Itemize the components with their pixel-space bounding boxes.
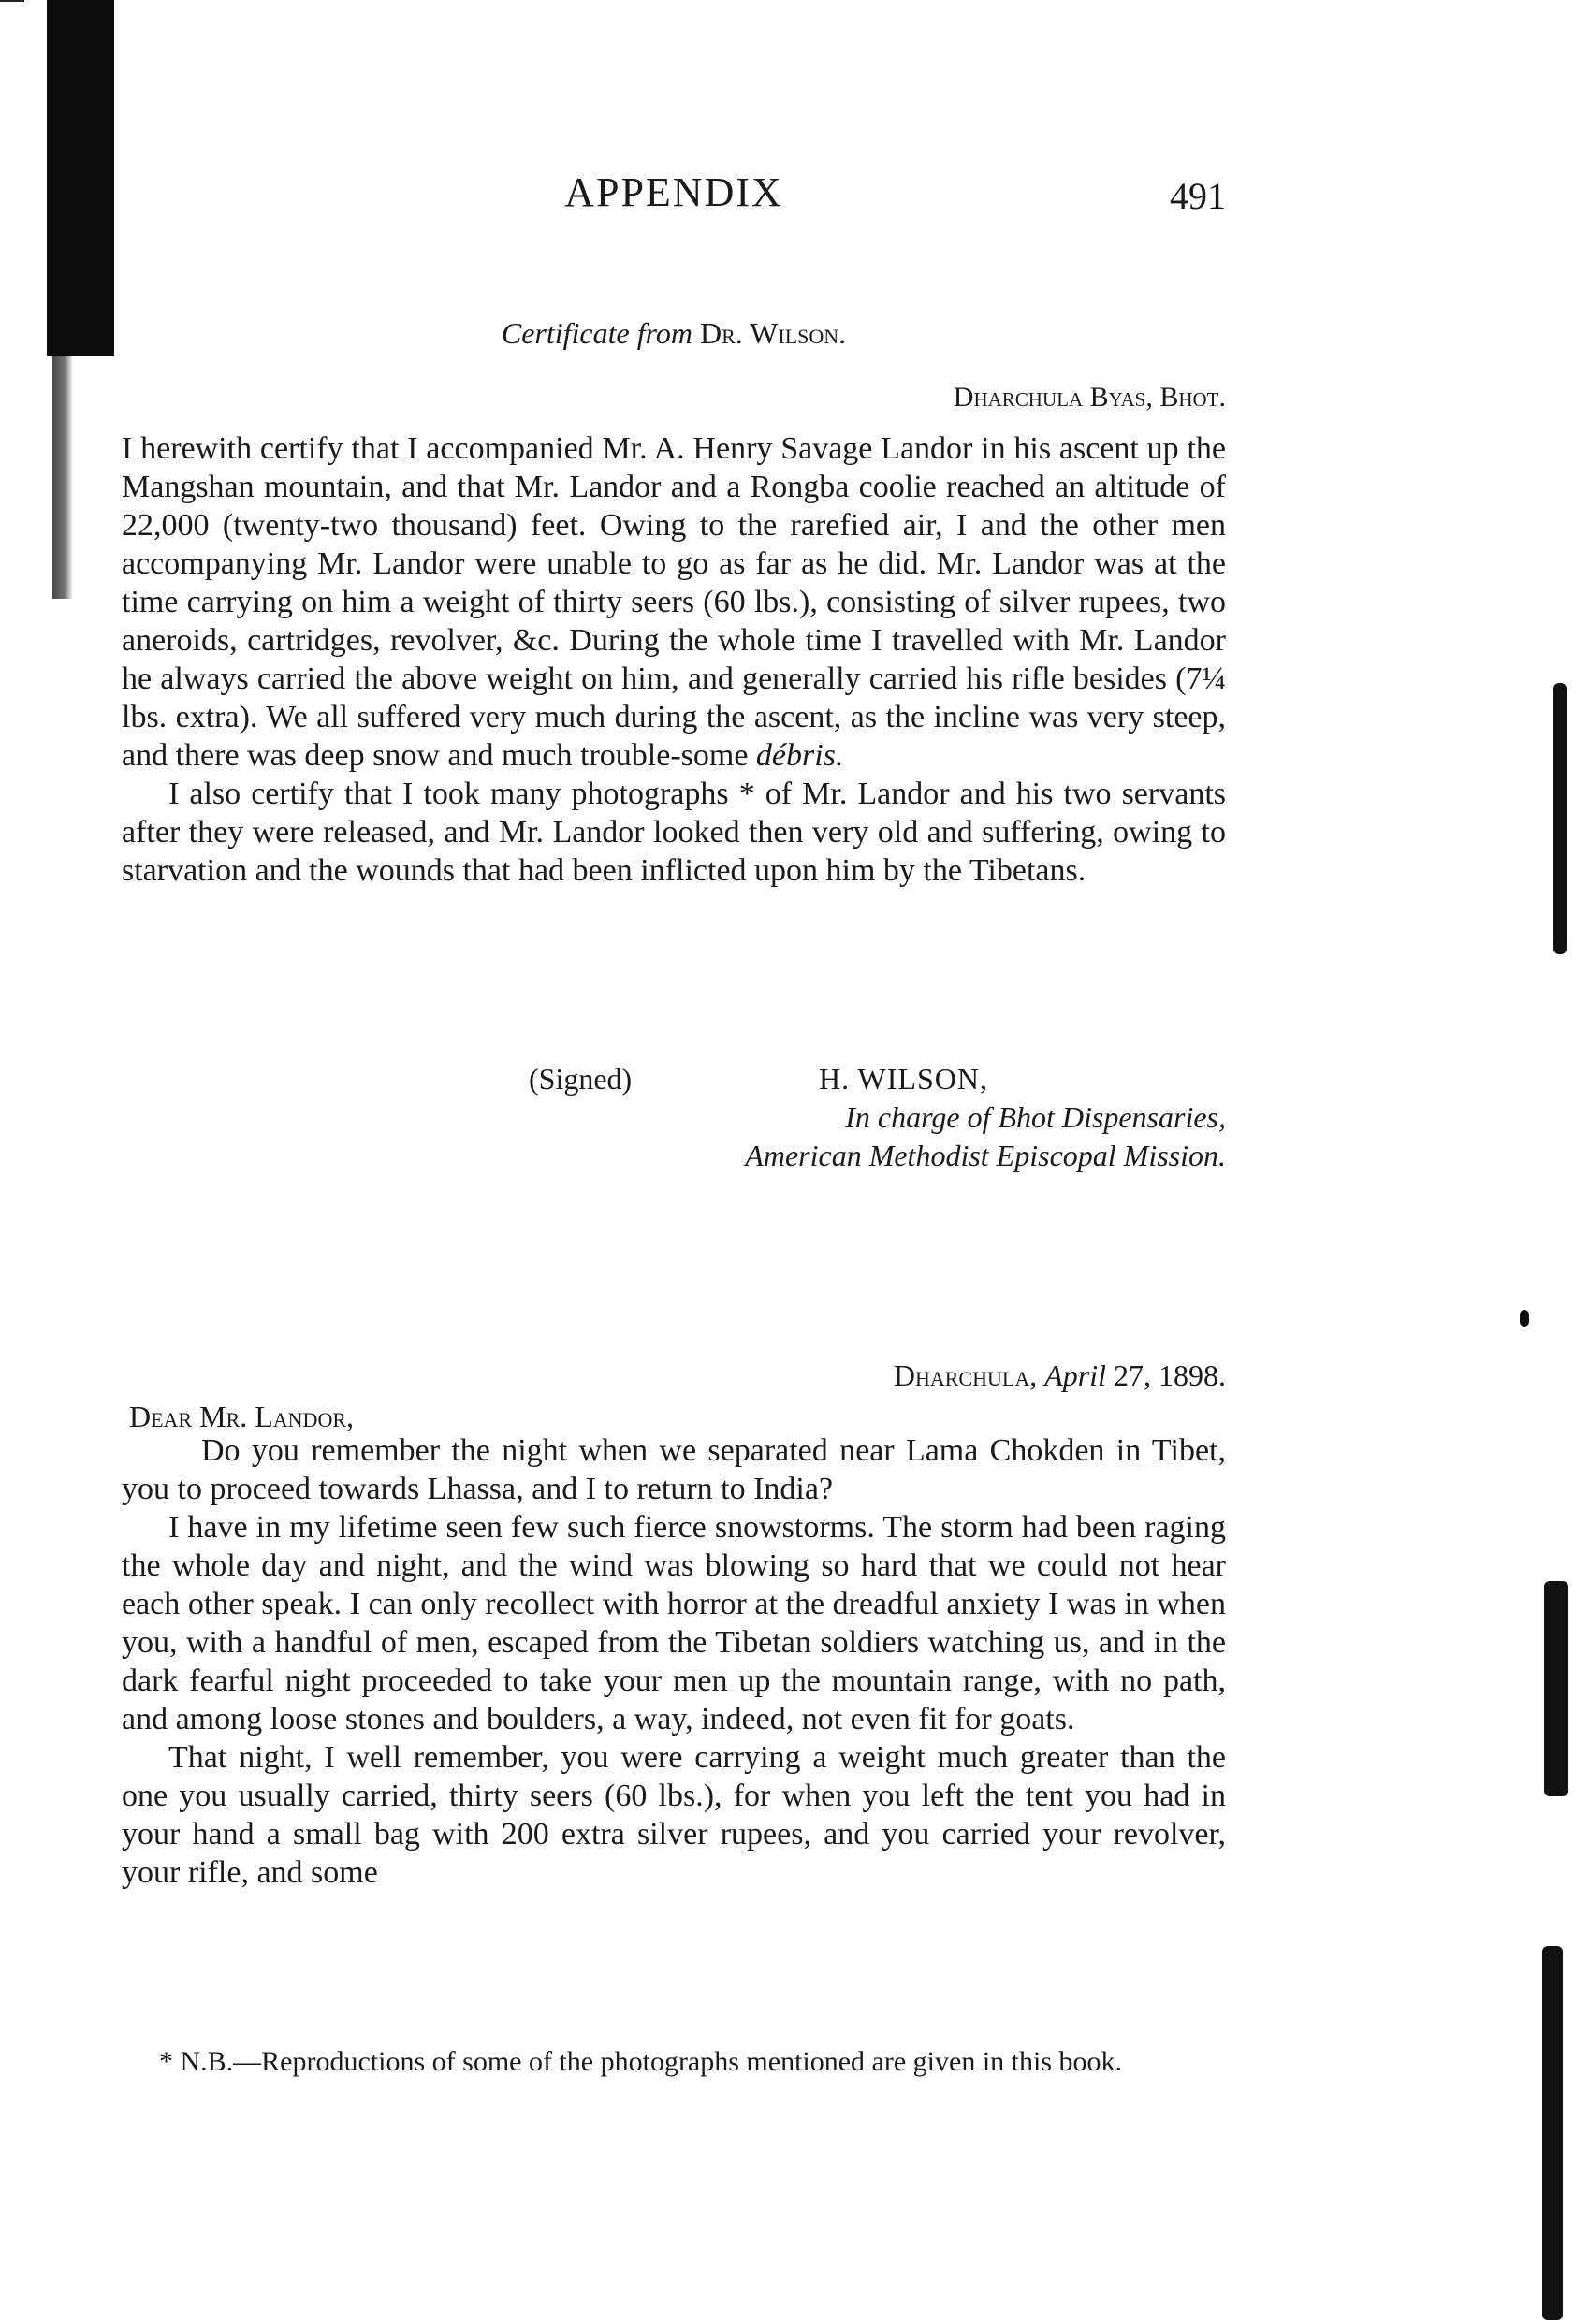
footnote-text: * N.B.—Reproductions of some of the photographs mentioned are given in this book. [159, 2046, 1123, 2077]
letter-date [894, 1358, 1226, 1393]
letter-date-day-year: 27, 1898. [1114, 1358, 1226, 1392]
letter-paragraph: I have in my lifetime seen few such fierce snowstorms. The storm had been raging the whole day and night, and the wind was blowing so hard that we could not hear each other speak. I can only recollect with horror at the dreadful anxiety I was in when you, with a handful of men, escaped from the Tibetan soldiers watching us, and in the dark fearful night proceeded to take your men up the mountain range, with no path, and among loose stones and boulders, a way, indeed, not even fit for goats. [122, 1510, 1226, 1736]
letter-salutation: Dear Mr. Landor, [129, 1400, 355, 1433]
letter-paragraph: Do you remember the night when we separated near Lama Chokden in Tibet, you to proceed towards Lhassa, and I to return to India? [122, 1433, 1226, 1506]
signer-name: H. WILSON, [819, 1062, 988, 1096]
signature-block [122, 1062, 1226, 1184]
certificate-paragraph [122, 429, 1226, 775]
certificate-paragraph: I also certify that I took many photographs * of Mr. Landor and his two servants after they were released, and Mr. Landor looked then very old and suffering, owing to starvation and the wounds that had been inflicted upon him by the Tibetans. [122, 777, 1226, 888]
signer-title: In charge of Bhot Dispensaries, [845, 1100, 1226, 1134]
book-page [122, 0, 1226, 2324]
certificate-paragraph-text: I herewith certify that I accompanied Mr. A. Henry Savage Landor in his ascent up the Mangshan mountain, and that Mr. Landor and a Rongba coolie reached an altitude of 22,000 (twenty-two thousand) feet. Owing to the rarefied air, I and the other men accompanying Mr. Landor were unable to go as far as he did. Mr. Landor was at the time carrying on him a weight of thirty seers (60 lbs.), consisting of silver rupees, two aneroids, cartridges, revolver, &c. During the whole time I travelled with Mr. Landor he always carried the above weight on him, and generally carried his rifle besides (7¼ lbs. extra). We all suffered very much during the ascent, as the incline was very steep, and there was deep snow and much trouble-some [122, 431, 1226, 773]
footnote [122, 2044, 1226, 2080]
certificate-place: Dharchula Byas, Bhot. [953, 382, 1226, 413]
certificate-body [122, 429, 1226, 890]
certificate-title-italic: Certificate from [501, 316, 692, 350]
letter-date-place: Dharchula, [893, 1358, 1038, 1392]
letter-paragraph: That night, I well remember, you were carrying a weight much greater than the one you usually carried, thirty seers (60 lbs.), for when you left the tent you had in your hand a small bag with 200 extra silver rupees, and you carried your revolver, your rifle, and some [122, 1740, 1226, 1890]
signer-organization: American Methodist Episcopal Mission. [745, 1139, 1226, 1172]
letter-body [122, 1431, 1226, 1892]
signed-label: (Signed) [529, 1062, 633, 1096]
edge-mark [1542, 1946, 1563, 2320]
edge-mark [1520, 1310, 1529, 1327]
running-head: APPENDIX [564, 169, 783, 215]
certificate-title [122, 316, 1226, 351]
edge-mark [1544, 1581, 1568, 1796]
scan-mark [0, 0, 24, 13]
page-edge-shadow [52, 356, 73, 599]
page-number: 491 [1170, 175, 1226, 217]
certificate-title-name: Dr. Wilson. [699, 316, 847, 350]
page-header [122, 168, 1226, 234]
edge-mark [1553, 683, 1567, 954]
page-edge-shadow [47, 0, 114, 356]
letter-date-month: April [1044, 1358, 1106, 1392]
certificate-paragraph-italic: débris. [755, 738, 844, 773]
